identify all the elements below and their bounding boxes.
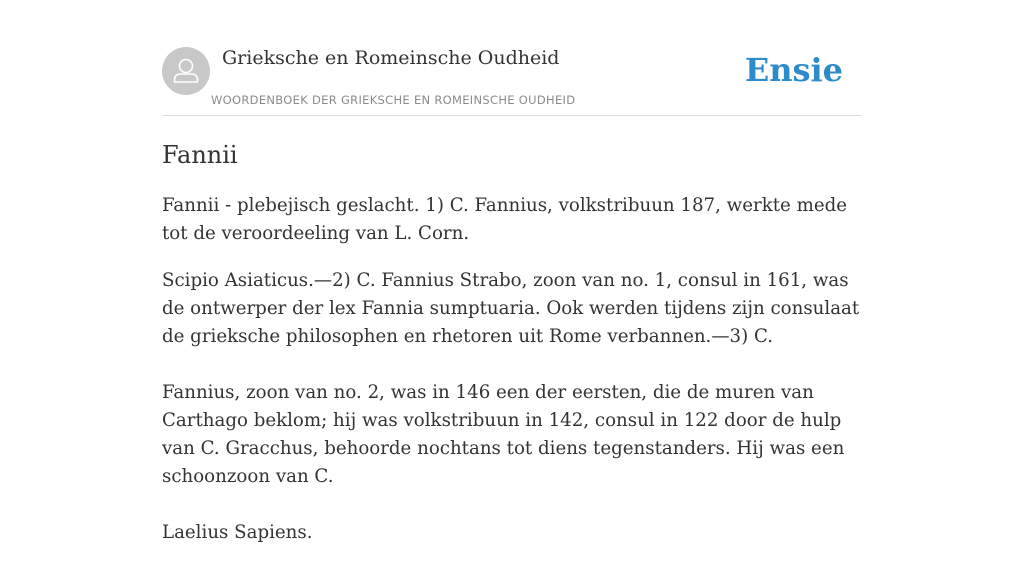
entry-content	[162, 192, 862, 566]
book-title[interactable]: Grieksche en Romeinsche Oudheid	[222, 47, 560, 69]
entry-paragraph: Fannii - plebejisch geslacht. 1) C. Fannius, volkstribuun 187, werkte mede tot de veroordeeling van L. Corn.	[162, 195, 847, 244]
entry-title: Fannii	[162, 141, 238, 169]
book-subtitle: WOORDENBOEK DER GRIEKSCHE EN ROMEINSCHE OUDHEID	[211, 93, 576, 107]
avatar[interactable]	[162, 47, 210, 95]
page-header	[162, 46, 862, 116]
entry-paragraph: Laelius Sapiens.	[162, 522, 313, 543]
entry-paragraph: Fannius, zoon van no. 2, was in 146 een der eersten, die de muren van Carthago beklom; hij was volkstribuun in 142, consul in 122 door de hulp van C. Gracchus, behoorde nochtans tot diens tegenstanders. Hij was een schoonzoon van C.	[162, 382, 845, 487]
ensie-logo[interactable]: Ensie	[744, 51, 843, 89]
user-placeholder-icon	[162, 47, 210, 95]
entry-paragraph: Scipio Asiaticus.—2) C. Fannius Strabo, zoon van no. 1, consul in 161, was de ontwerper der lex Fannia sumptuaria. Ook werden tijdens zijn consulaat de grieksche philosophen en rhetoren uit Rome verbannen.—3) C.	[162, 270, 860, 347]
